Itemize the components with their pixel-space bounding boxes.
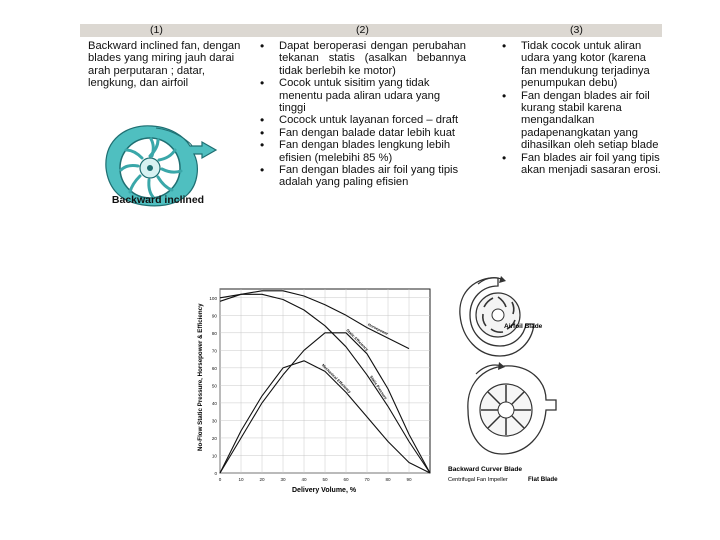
column-2 bbox=[260, 40, 466, 189]
column-header-bar bbox=[80, 24, 662, 37]
list-item: • Cocock untuk layanan forced – draft bbox=[260, 114, 466, 126]
chart-x-tick-label: 50 bbox=[322, 477, 328, 482]
chart-y-tick-label: 30 bbox=[211, 418, 217, 424]
chart-series-line bbox=[220, 291, 409, 349]
column-header-1: (1) bbox=[150, 24, 163, 36]
airfoil-blade-impeller bbox=[460, 276, 543, 356]
flat-blade-label: Flat Blade bbox=[528, 476, 558, 483]
chart-y-tick-label: 50 bbox=[211, 383, 217, 389]
chart-x-tick-label: 90 bbox=[406, 477, 412, 482]
airfoil-blade-label: Airfoil Blade bbox=[504, 323, 543, 330]
chart-series-label: Static Efficiency bbox=[345, 328, 369, 352]
chart-x-tick-label: 20 bbox=[259, 477, 265, 482]
chart-y-tick-label: 20 bbox=[211, 435, 217, 441]
chart-y-tick-label: 90 bbox=[211, 313, 217, 319]
chart-series-label: Static Pressure bbox=[368, 374, 388, 401]
impeller-illustrations bbox=[448, 270, 568, 495]
figure-caption-subtitle: Centrifugal Fan Impeller bbox=[448, 477, 508, 483]
flat-blade-impeller bbox=[468, 362, 556, 454]
column-header-3: (3) bbox=[570, 24, 583, 36]
chart-series-label: Horsepower bbox=[367, 322, 389, 337]
list-item: • Fan dengan blades lengkung lebih efisien (melebihi 85 %) bbox=[260, 139, 466, 164]
chart-x-tick-label: 10 bbox=[238, 477, 244, 482]
chart-x-tick-label: 80 bbox=[385, 477, 391, 482]
list-item: • Fan dengan blades air foil yang tipis adalah yang paling efisien bbox=[260, 164, 466, 189]
chart-series-label: Mechanical Efficiency bbox=[320, 363, 352, 395]
fan-description: Backward inclined fan, dengan blades yang miring jauh darai arah perputaran ; datar, lengkung, dan airfoil bbox=[88, 40, 241, 90]
chart-x-tick-label: 70 bbox=[364, 477, 370, 482]
chart-y-axis-label: No-Flow Static Pressure, Horsepower & Efficiency bbox=[197, 303, 204, 451]
column-header-2: (2) bbox=[356, 24, 369, 36]
list-item: • Fan dengan blades air foil kurang stabil karena mengandalkan padapenangkatan yang dihasilkan oleh setiap blade bbox=[502, 90, 662, 152]
chart-y-tick-label: 80 bbox=[211, 330, 217, 336]
chart-x-tick-label: 60 bbox=[343, 477, 349, 482]
fan-caption: Backward inclined bbox=[111, 194, 205, 206]
figure-caption-title: Backward Curver Blade bbox=[448, 466, 523, 473]
chart-x-tick-label: 0 bbox=[218, 477, 222, 482]
fan-performance-chart bbox=[194, 283, 444, 503]
list-item: • Dapat beroperasi dengan perubahan tekanan statis (asalkan bebannya tidak berlebih ke motor) bbox=[260, 40, 466, 77]
list-item: • Fan dengan balade datar lebih kuat bbox=[260, 127, 466, 139]
chart-x-axis-label: Delivery Volume, % bbox=[292, 487, 357, 494]
list-item: • Fan blades air foil yang tipis akan menjadi sasaran erosi. bbox=[502, 152, 662, 177]
list-item: • Cocok untuk sisitim yang tidak menentu pada aliran udara yang tinggi bbox=[260, 77, 466, 114]
column-1 bbox=[88, 40, 248, 90]
chart-y-tick-label: 40 bbox=[211, 400, 217, 406]
chart-y-tick-label: 60 bbox=[211, 365, 217, 371]
chart-y-tick-label: 0 bbox=[214, 471, 217, 476]
chart-x-tick-label: 40 bbox=[301, 477, 307, 482]
chart-y-tick-label: 10 bbox=[211, 453, 217, 459]
column-3 bbox=[502, 40, 662, 176]
list-item: • Tidak cocok untuk aliran udara yang kotor (karena fan mendukung terjadinya penumpukan debu) bbox=[502, 40, 662, 90]
chart-x-tick-label: 30 bbox=[280, 477, 286, 482]
chart-y-tick-label: 100 bbox=[209, 295, 217, 301]
chart-y-tick-label: 70 bbox=[211, 348, 217, 354]
